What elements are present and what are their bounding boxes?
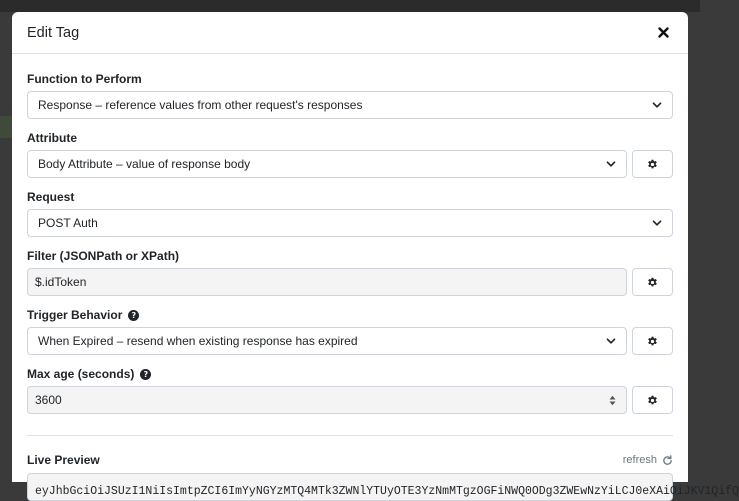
trigger-label: [27, 307, 673, 323]
filter-input-value: $.idToken: [35, 275, 87, 289]
edit-tag-modal: [12, 12, 739, 498]
function-select-value: Response – reference values from other request's responses: [38, 98, 363, 112]
max-age-settings-button[interactable]: [632, 386, 673, 414]
modal-body: [12, 71, 739, 501]
chevron-down-icon: [606, 336, 616, 346]
modal-header: [12, 12, 688, 54]
app-top-bar: [0, 0, 700, 12]
gear-icon: [647, 395, 658, 406]
max-age-input[interactable]: [27, 386, 627, 414]
trigger-label-text: Trigger Behavior: [27, 308, 123, 322]
preview-label: [27, 452, 100, 468]
max-age-label: [27, 366, 673, 382]
request-label: [27, 189, 673, 205]
stepper-down-icon[interactable]: [609, 401, 616, 406]
chevron-down-icon: [652, 218, 662, 228]
request-select[interactable]: [27, 209, 673, 237]
gear-icon: [647, 336, 658, 347]
filter-label-text: Filter (JSONPath or XPath): [27, 249, 180, 263]
trigger-settings-button[interactable]: [632, 327, 673, 355]
question-circle-icon[interactable]: ?: [140, 369, 151, 380]
preview-header: [27, 452, 673, 468]
close-icon: [658, 27, 669, 38]
live-preview-value: eyJhbGciOiJSUzI1NiIsImtpZCI6ImYyNGYzMTQ4MTk3ZWNlYTUyOTE3YzNmMTgzOGFiNWQ0ODg3ZWEwNzYiLCJ0eXAiOiJKV1QifQ: [35, 485, 739, 498]
attribute-label-text: Attribute: [27, 131, 77, 145]
max-age-label-text: Max age (seconds): [27, 367, 135, 381]
modal-title: Edit Tag: [27, 24, 80, 41]
filter-label: [27, 248, 673, 264]
attribute-select[interactable]: [27, 150, 627, 178]
function-label: [27, 71, 673, 87]
attribute-label: [27, 130, 673, 146]
stepper-up-icon[interactable]: [609, 395, 616, 400]
trigger-select[interactable]: [27, 327, 627, 355]
function-select[interactable]: [27, 91, 673, 119]
attribute-settings-button[interactable]: [632, 150, 673, 178]
number-stepper[interactable]: [609, 395, 616, 406]
request-label-text: Request: [27, 190, 75, 204]
refresh-label: refresh: [622, 454, 657, 466]
trigger-select-value: When Expired – resend when existing response has expired: [38, 334, 358, 348]
preview-label-text: Live Preview: [27, 453, 100, 467]
attribute-select-value: Body Attribute – value of response body: [38, 157, 251, 171]
chevron-down-icon: [606, 159, 616, 169]
gear-icon: [647, 277, 658, 288]
max-age-input-value: 3600: [35, 393, 62, 407]
live-preview-box: [27, 473, 739, 501]
request-select-value: POST Auth: [38, 216, 98, 230]
refresh-icon: [662, 455, 673, 466]
close-button[interactable]: [654, 24, 672, 42]
filter-settings-button[interactable]: [632, 268, 673, 296]
question-circle-icon[interactable]: ?: [128, 310, 139, 321]
refresh-link[interactable]: [623, 454, 673, 466]
gear-icon: [647, 159, 658, 170]
chevron-down-icon: [652, 100, 662, 110]
section-divider: [27, 435, 673, 436]
function-label-text: Function to Perform: [27, 72, 142, 86]
filter-input[interactable]: [27, 268, 627, 296]
